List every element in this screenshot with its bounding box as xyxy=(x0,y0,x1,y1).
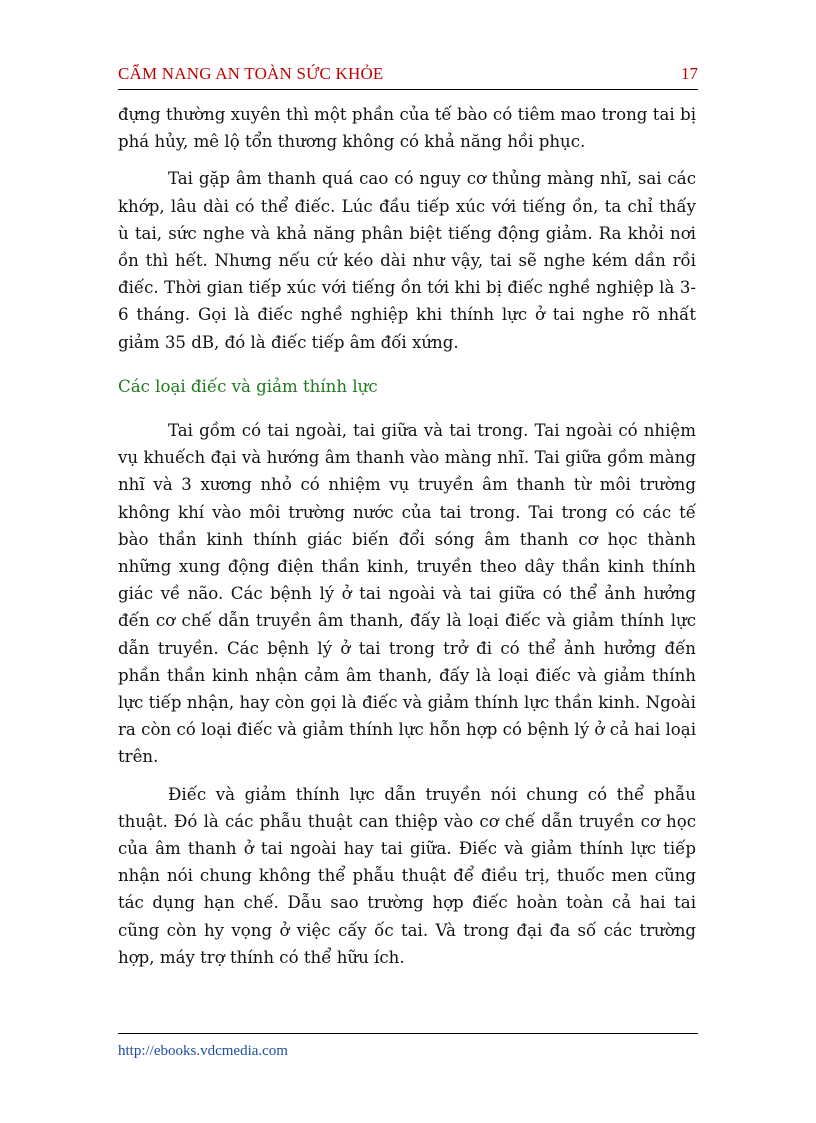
running-header xyxy=(118,64,698,86)
footer-divider xyxy=(118,1033,698,1034)
page-number: 17 xyxy=(681,64,698,83)
section-heading: Các loại điếc và giảm thính lực xyxy=(118,376,378,396)
paragraph-noise-effects: Tai gặp âm thanh quá cao có nguy cơ thủng màng nhĩ, sai các khớp, lâu dài có thể điếc. Lúc đầu tiếp xúc với tiếng ồn, ta chỉ thấy ù tai, sức nghe và khả năng phân biệt tiếng động giảm. Ra khỏi nơi ồn thì hết. Nhưng nếu cứ kéo dài như vậy, tai sẽ nghe kém dần rồi điếc. Thời gian tiếp xúc với tiếng ồn tới khi bị điếc nghề nghiệp là 3-6 tháng. Gọi là điếc nghề nghiệp khi thính lực ở tai nghe rõ nhất giảm 35 dB, đó là điếc tiếp âm đối xứng. xyxy=(118,169,696,352)
paragraph-continuation: đựng thường xuyên thì một phần của tế bào có tiêm mao trong tai bị phá hủy, mê lộ tổn thương không có khả năng hồi phục. xyxy=(118,105,696,152)
book-title: CẨM NANG AN TOÀN SỨC KHỎE xyxy=(118,64,384,83)
paragraph-ear-anatomy: Tai gồm có tai ngoài, tai giữa và tai trong. Tai ngoài có nhiệm vụ khuếch đại và hướng âm thanh vào màng nhĩ. Tai giữa gồm màng nhĩ và 3 xương nhỏ có nhiệm vụ truyền âm thanh từ môi trường không khí vào môi trường nước của tai trong. Tai trong có các tế bào thần kinh thính giác biến đổi sóng âm thanh cơ học thành những xung động điện thần kinh, truyền theo dây thần kinh thính giác về não. Các bệnh lý ở tai ngoài và tai giữa có thể ảnh hưởng đến cơ chế dẫn truyền âm thanh, đấy là loại điếc và giảm thính lực dẫn truyền. Các bệnh lý ở tai trong trở đi có thể ảnh hưởng đến phần thần kinh nhận cảm âm thanh, đấy là loại điếc và giảm thính lực tiếp nhận, hay còn gọi là điếc và giảm thính lực thần kinh. Ngoài ra còn có loại điếc và giảm thính lực hỗn hợp có bệnh lý ở cả hai loại trên. xyxy=(118,421,696,767)
header-divider xyxy=(118,89,698,90)
footer-url-link[interactable]: http://ebooks.vdcmedia.com xyxy=(118,1043,288,1059)
main-text xyxy=(118,101,696,971)
paragraph-treatment: Điếc và giảm thính lực dẫn truyền nói chung có thể phẫu thuật. Đó là các phẫu thuật can thiệp vào cơ chế dẫn truyền cơ học của âm thanh ở tai ngoài hay tai giữa. Điếc và giảm thính lực tiếp nhận nói chung không thể phẫu thuật để điều trị, thuốc men cũng tác dụng hạn chế. Dẫu sao trường hợp điếc hoàn toàn cả hai tai cũng còn hy vọng ở việc cấy ốc tai. Và trong đại đa số các trường hợp, máy trợ thính có thể hữu ích. xyxy=(118,784,696,967)
